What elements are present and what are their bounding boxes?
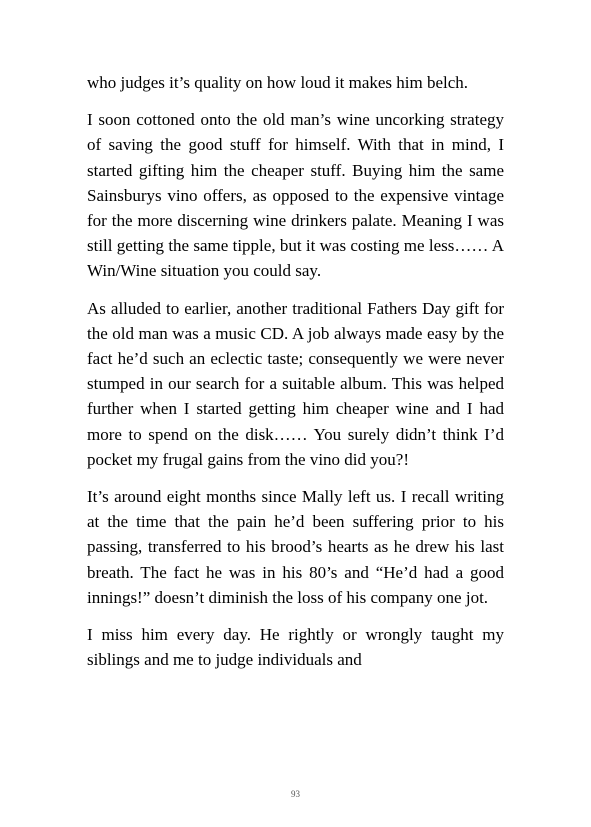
paragraph-1: who judges it’s quality on how loud it makes him belch.	[87, 73, 469, 92]
paragraph-3: As alluded to earlier, another traditional Fathers Day gift for the old man was a music CD. A job always made easy by the fact he’d such an eclectic taste; consequently we were never stumped in our search for a suitable album. This was helped further when I started getting him cheaper wine and I had more to spend on the disk…… You surely didn’t think I’d pocket my frugal gains from the vino did you?!	[87, 298, 504, 469]
page-body	[87, 70, 504, 684]
paragraph-2: I soon cottoned onto the old man’s wine uncorking strategy of saving the good stuff for himself. With that in mind, I started gifting him the cheaper stuff. Buying him the same Sainsburys vino offers, as opposed to the expensive vintage for the more discerning wine drinkers palate. Meaning I was still getting the same tipple, but it was costing me less…… A Win/Wine situation you could say.	[87, 110, 504, 281]
page-number: 93	[291, 789, 300, 799]
paragraph-4: It’s around eight months since Mally left us. I recall writing at the time that the pain he’d been suffering prior to his passing, transferred to his brood’s hearts as he drew his last breath. The fact he was in his 80’s and “He’d had a good innings!” doesn’t diminish the loss of his company one jot.	[87, 487, 504, 607]
paragraph-5: I miss him every day. He rightly or wrongly taught my siblings and me to judge individuals and	[87, 625, 504, 670]
